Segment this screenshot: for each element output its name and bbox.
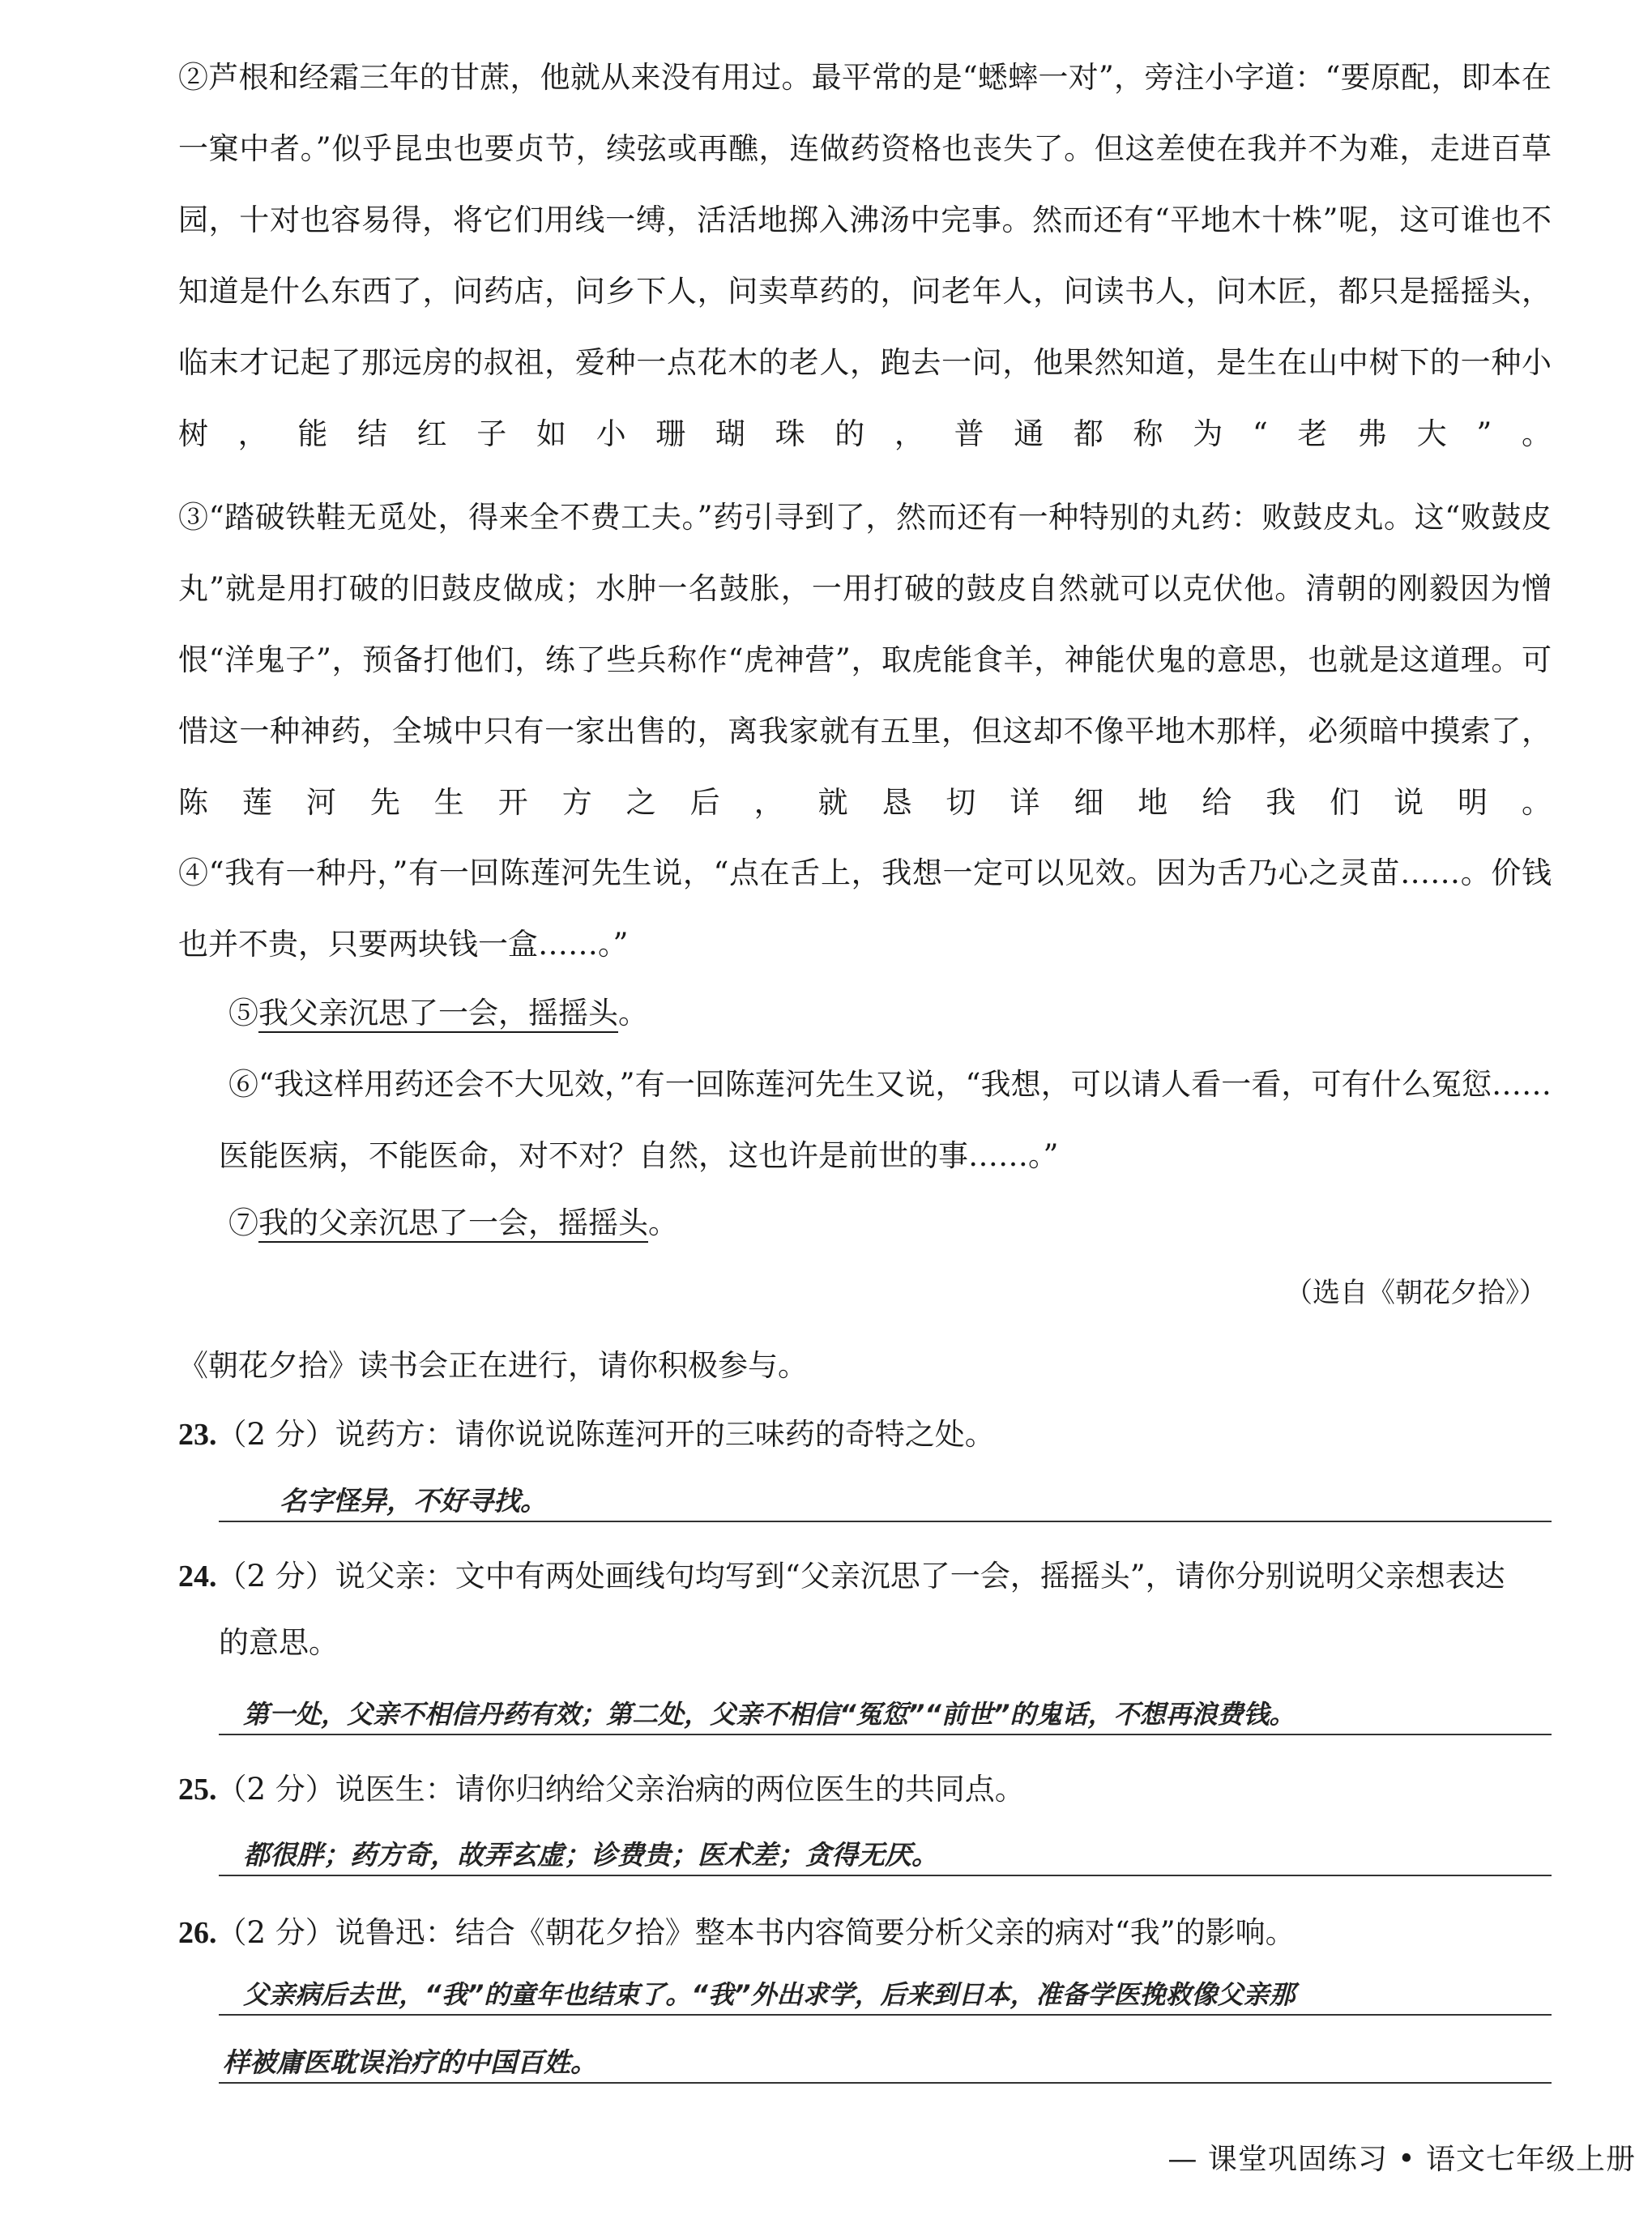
- answer-25: 都很胖；药方奇，故弄玄虚；诊费贵；医术差；贪得无厌。: [243, 1839, 938, 1871]
- question-23: [178, 1414, 1552, 1456]
- answer-24: 第一处，父亲不相信丹药有效；第二处，父亲不相信“冤愆”“前世”的鬼话，不想再浪费钱。: [243, 1699, 1296, 1730]
- answer-line: [219, 2014, 1552, 2016]
- answer-23: 名字怪异，不好寻找。: [280, 1485, 547, 1517]
- answer-26-line-2: 样被庸医耽误治疗的中国百姓。: [223, 2046, 597, 2078]
- answer-line: [219, 2082, 1552, 2084]
- sentence-end: 。: [648, 1205, 678, 1240]
- question-number: 23.: [178, 1418, 217, 1452]
- passage-paragraph-7: [228, 1202, 678, 1244]
- answer-26-line-1: 父亲病后去世，“我”的童年也结束了。“我”外出求学，后来到日本，准备学医挽救像父亲那: [243, 1979, 1296, 2010]
- reading-club-intro: 《朝花夕拾》读书会正在进行，请你积极参与。: [178, 1348, 808, 1383]
- answer-line: [219, 1521, 1552, 1522]
- passage-paragraph-5: [228, 992, 648, 1035]
- question-number: 24.: [178, 1560, 217, 1594]
- question-text: （2 分）说父亲：文中有两处画线句均写到“父亲沉思了一会，摇摇头”，请你分别说明父亲想表达: [216, 1559, 1505, 1594]
- question-26: [178, 1912, 1552, 1954]
- passage-paragraph-6: ⑥“我这样用药还会不大见效，”有一回陈莲河先生又说，“我想，可以请人看一看，可有什么冤愆……医能医病，不能医命，对不对？自然，这也许是前世的事……。”: [219, 1067, 1552, 1173]
- passage-paragraph-2: ②芦根和经霜三年的甘蔗，他就从来没有用过。最平常的是“蟋蟀一对”，旁注小字道：“要原配，即本在一窠中者。”似乎昆虫也要贞节，续弦或再醮，连做药资格也丧失了。但这差使在我并不为难，走进百草园，十对也容易得，将它们用线一缚，活活地掷入沸汤中完事。然而还有“平地木十株”呢，这可谁也不知道是什么东西了，问药店，问乡下人，问卖草药的，问老年人，问读书人，问木匠，都只是摇摇头，临末才记起了那远房的叔祖，爱种一点花木的老人，跑去一问，他果然知道，是生在山中树下的一种小树，能结红子如小珊瑚珠的，普通都称为“老弗大”。: [178, 60, 1552, 451]
- underlined-sentence-2: 我的父亲沉思了一会，摇摇头: [258, 1205, 648, 1240]
- passage-paragraph-4: ④“我有一种丹，”有一回陈莲河先生说，“点在舌上，我想一定可以见效。因为舌乃心之灵苗……。价钱也并不贵，只要两块钱一盒……。”: [178, 855, 1552, 962]
- underlined-sentence-1: 我父亲沉思了一会，摇摇头: [258, 996, 618, 1030]
- passage-paragraph-3: ③“踏破铁鞋无觅处，得来全不费工夫。”药引寻到了，然而还有一种特别的丸药：败鼓皮丸。这“败鼓皮丸”就是用打破的旧鼓皮做成；水肿一名鼓胀，一用打破的鼓皮自然就可以克伏他。清朝的刚毅因为憎恨“洋鬼子”，预备打他们，练了些兵称作“虎神营”，取虎能食羊，神能伏鬼的意思，也就是这道理。可惜这一种神药，全城中只有一家出售的，离我家就有五里，但这却不像平地木那样，必须暗中摸索了，陈莲河先生开方之后，就恳切详细地给我们说明。: [178, 500, 1552, 820]
- question-text: （2 分）说医生：请你归纳给父亲治病的两位医生的共同点。: [216, 1772, 1025, 1807]
- question-24-continued: 的意思。: [219, 1625, 339, 1660]
- question-number: 25.: [178, 1773, 217, 1807]
- passage-source: （选自《朝花夕拾》）: [1285, 1277, 1547, 1309]
- paragraph-number: ⑦: [228, 1205, 258, 1240]
- page-footer: — 课堂巩固练习 • 语文七年级上册: [1167, 2143, 1636, 2176]
- answer-line: [219, 1734, 1552, 1735]
- question-number: 26.: [178, 1916, 217, 1950]
- question-text: （2 分）说鲁迅：结合《朝花夕拾》整本书内容简要分析父亲的病对“我”的影响。: [216, 1915, 1296, 1950]
- question-24: [178, 1555, 1552, 1598]
- question-25: [178, 1769, 1552, 1811]
- paragraph-number: ⑤: [228, 996, 258, 1030]
- question-text: （2 分）说药方：请你说说陈莲河开的三味药的奇特之处。: [216, 1417, 995, 1452]
- answer-line: [219, 1875, 1552, 1876]
- sentence-end: 。: [618, 996, 648, 1030]
